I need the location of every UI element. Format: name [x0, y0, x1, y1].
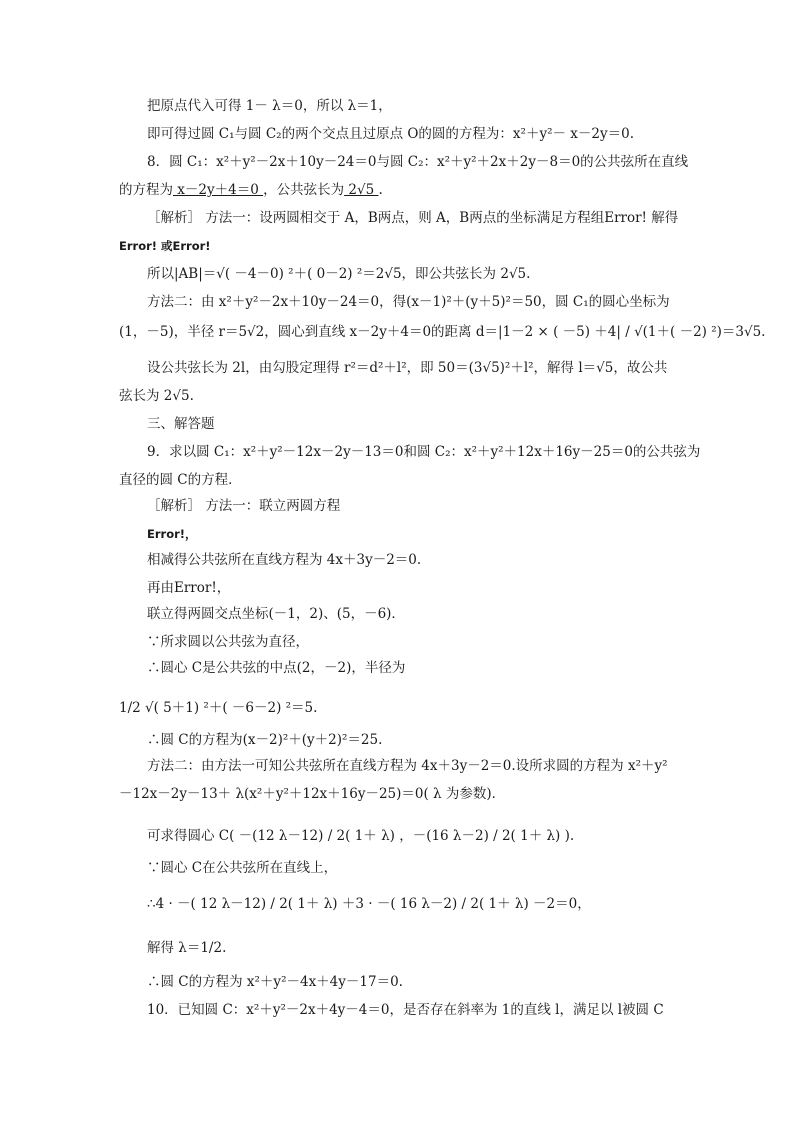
- method-two-line: 方法二：由方法一可知公共弦所在直线方程为 4x＋3y－2＝0.设所求圆的方程为 x²＋y²: [147, 758, 668, 774]
- text-line: 再由Error!，: [147, 580, 231, 596]
- question-10-line: 10．已知圆 C：x²＋y²－2x＋4y－4＝0，是否存在斜率为 1的直线 l，满足以 l被圆 C: [147, 1002, 664, 1018]
- text-line: －12x－2y－13＋ λ(x²＋y²＋12x＋16y－25)＝0( λ 为参数)．: [119, 786, 506, 802]
- text-line: 解得 λ＝1/2.: [147, 940, 227, 956]
- text-line: 直径的圆 C的方程．: [119, 472, 242, 488]
- error-line: Error! 或Error!: [119, 239, 211, 253]
- answer-blank-line-equation: x－2y＋4＝0: [173, 182, 264, 198]
- text-line: ∵所求圆以公共弦为直径，: [147, 634, 309, 650]
- text-line: 把原点代入可得 1－ λ＝0，所以 λ＝1，: [147, 98, 392, 114]
- question-8-line: 8．圆 C₁：x²＋y²－2x＋10y－24＝0与圆 C₂：x²＋y²＋2x＋2y－8＝0的公共弦所在直线: [147, 154, 689, 170]
- analysis-line: ［解析］ 方法一：设两圆相交于 A，B两点，则 A，B两点的坐标满足方程组Error! 解得: [147, 210, 679, 226]
- text-line: 相减得公共弦所在直线方程为 4x＋3y－2＝0.: [147, 552, 422, 568]
- answer-blank-chord-length: 2√5: [344, 182, 379, 198]
- text-line: ∴圆 C的方程为 x²＋y²－4x＋4y－17＝0.: [147, 974, 403, 990]
- text-line: 弦长为 2√5.: [119, 388, 194, 404]
- text-line: 设公共弦长为 2l，由勾股定理得 r²＝d²＋l²，即 50＝(3√5)²＋l²，解得 l＝√5，故公共: [147, 360, 668, 376]
- text-line: 所以|AB|＝√( －4－0) ²＋( 0－2) ²＝2√5，即公共弦长为 2√5.: [147, 266, 531, 282]
- analysis-line: ［解析］ 方法一：联立两圆方程: [147, 498, 341, 514]
- text-fragment: 的方程为: [119, 182, 173, 198]
- text-line: 即可得过圆 C₁与圆 C₂的两个交点且过原点 O的圆的方程为：x²＋y²－ x－2y＝0.: [147, 126, 634, 142]
- question-8-answer-line: [119, 180, 383, 200]
- text-line: 联立得两圆交点坐标(－1，2)、(5，－6)．: [147, 606, 405, 622]
- text-line: ∴圆 C的方程为(x－2)²＋(y＋2)²＝25.: [147, 732, 383, 748]
- substitution-formula: ∴4 · －( 12 λ－12) / 2( 1＋ λ) ＋3 · －( 16 λ－2) / 2( 1＋ λ) －2＝0，: [147, 896, 591, 912]
- section-heading: 三、解答题: [147, 416, 215, 432]
- distance-line: (1，－5)，半径 r＝5√2，圆心到直线 x－2y＋4＝0的距离 d＝|1－2 × ( －5) ＋4| / √(1＋( －2) ²)＝3√5.: [119, 324, 766, 340]
- center-formula: 可求得圆心 C( －(12 λ－12) / 2( 1＋ λ) ，－(16 λ－2) / 2( 1＋ λ) ).: [147, 828, 575, 844]
- text-fragment: .: [378, 182, 383, 198]
- method-two-line: 方法二：由 x²＋y²－2x＋10y－24＝0，得(x－1)²＋(y＋5)²＝50，圆 C₁的圆心坐标为: [147, 294, 670, 310]
- text-line: ∵圆心 C在公共弦所在直线上，: [147, 860, 338, 876]
- question-9-line: 9．求以圆 C₁：x²＋y²－12x－2y－13＝0和圆 C₂：x²＋y²＋12x＋16y－25＝0的公共弦为: [147, 444, 701, 460]
- radius-formula: 1/2 √( 5＋1) ²＋( －6－2) ²＝5.: [119, 700, 318, 716]
- text-fragment: ，公共弦长为: [263, 182, 345, 198]
- text-line: ∴圆心 C是公共弦的中点(2，－2)，半径为: [147, 660, 406, 676]
- error-line: Error!，: [147, 527, 197, 541]
